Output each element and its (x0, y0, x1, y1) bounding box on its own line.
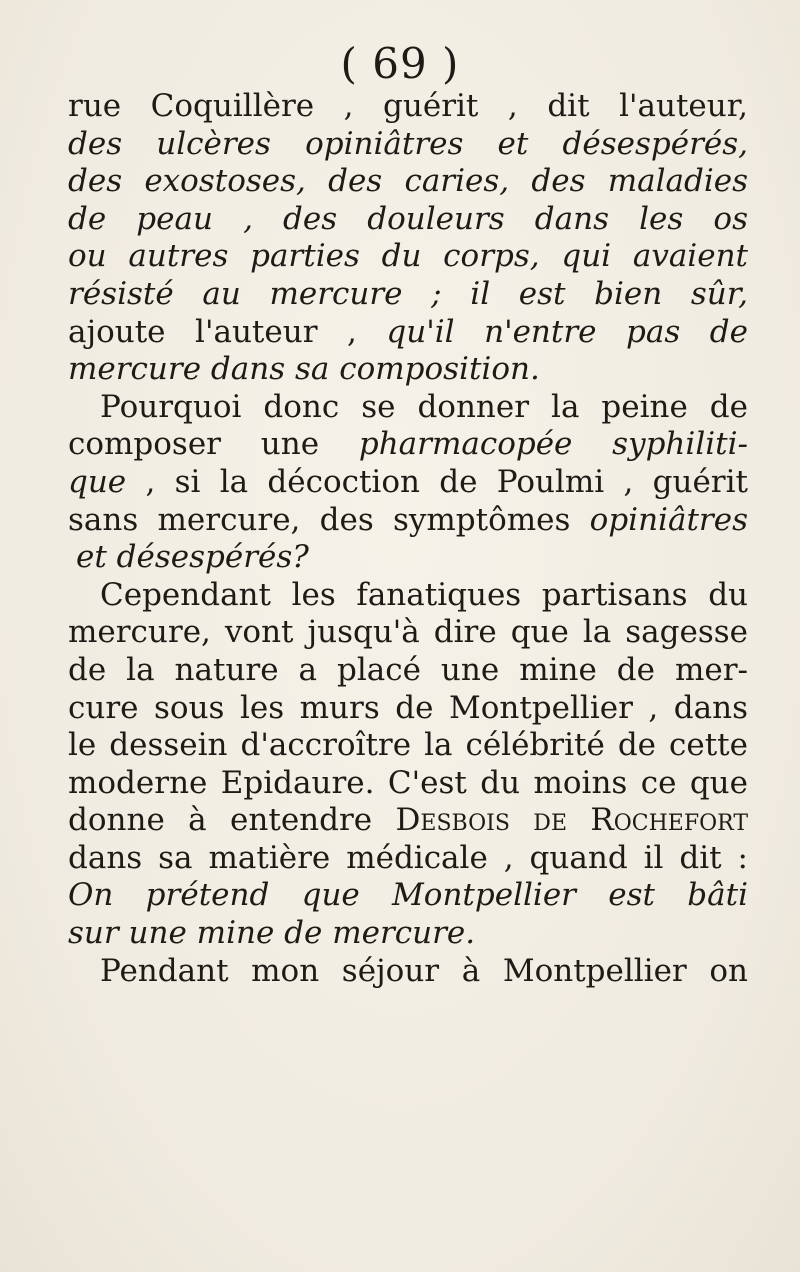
text-line (68, 765, 748, 803)
text-segment: mercure, vont jusqu'à dire que la sagesse (68, 614, 748, 651)
text-segment: sur une mine de mercure. (68, 915, 476, 952)
text-segment: ou autres parties du corps, qui avaient (68, 238, 748, 275)
text-line (68, 464, 748, 502)
text-segment: le dessein d'accroître la célébrité de cette (68, 727, 748, 764)
text-line (68, 88, 748, 126)
text-segment: de peau , des douleurs dans les os (68, 200, 748, 237)
text-segment: que (68, 463, 127, 500)
text-segment: moderne Epidaure. C'est du moins ce que (68, 764, 748, 801)
text-line (68, 539, 748, 577)
paragraph-start-line (68, 953, 748, 991)
text-segment: des ulcères opiniâtres et désespérés, (68, 125, 748, 162)
text-segment: dans sa matière médicale , quand il dit : (68, 839, 748, 876)
text-segment: donne à entendre (68, 802, 396, 839)
text-segment: ajoute l'auteur , (68, 313, 387, 350)
paragraph-start-line (68, 389, 748, 427)
text-segment: cure sous les murs de Montpellier , dans (68, 689, 748, 726)
paragraph-start-line (68, 577, 748, 615)
text-segment: rue Coquillère , guérit , dit l'auteur, (68, 88, 748, 124)
text-line (68, 126, 748, 164)
text-segment: sans mercure, des symptômes (68, 501, 590, 538)
text-segment: de la nature a placé une mine de mer- (68, 651, 748, 688)
text-line (68, 238, 748, 276)
text-line (68, 802, 748, 840)
body-text (68, 88, 748, 990)
text-line (68, 690, 748, 728)
text-line (68, 727, 748, 765)
text-line (68, 502, 748, 540)
text-segment: composer une (68, 426, 359, 463)
text-segment: des exostoses, des caries, des maladies (68, 163, 748, 200)
text-line (68, 915, 748, 953)
text-segment: Cependant les fanatiques partisans du (100, 576, 748, 613)
text-line (68, 652, 748, 690)
text-segment: résisté au mercure ; il est bien sûr, (68, 275, 748, 312)
text-segment: Pendant mon séjour à Montpellier on (100, 952, 748, 989)
text-line (68, 314, 748, 352)
text-line (68, 351, 748, 389)
text-segment: mercure dans sa composition. (68, 351, 540, 388)
text-segment: Desbois de Rochefort (395, 802, 748, 839)
text-segment: On prétend que Montpellier est bâti (68, 877, 748, 914)
text-segment: Pourquoi donc se donner la peine de (100, 388, 748, 425)
text-line (68, 163, 748, 201)
text-line (68, 877, 748, 915)
page-number: ( 69 ) (340, 39, 460, 88)
text-segment: qu'il n'entre pas de (386, 313, 748, 350)
text-line (68, 614, 748, 652)
text-line (68, 840, 748, 878)
text-line (68, 201, 748, 239)
text-segment: et désespérés? (76, 539, 309, 576)
text-segment: , si la décoction de Poulmi , guérit (126, 463, 748, 500)
text-line (68, 276, 748, 314)
text-segment: pharmacopée syphiliti- (358, 426, 748, 463)
text-segment: opiniâtres (589, 501, 748, 538)
text-line (68, 426, 748, 464)
